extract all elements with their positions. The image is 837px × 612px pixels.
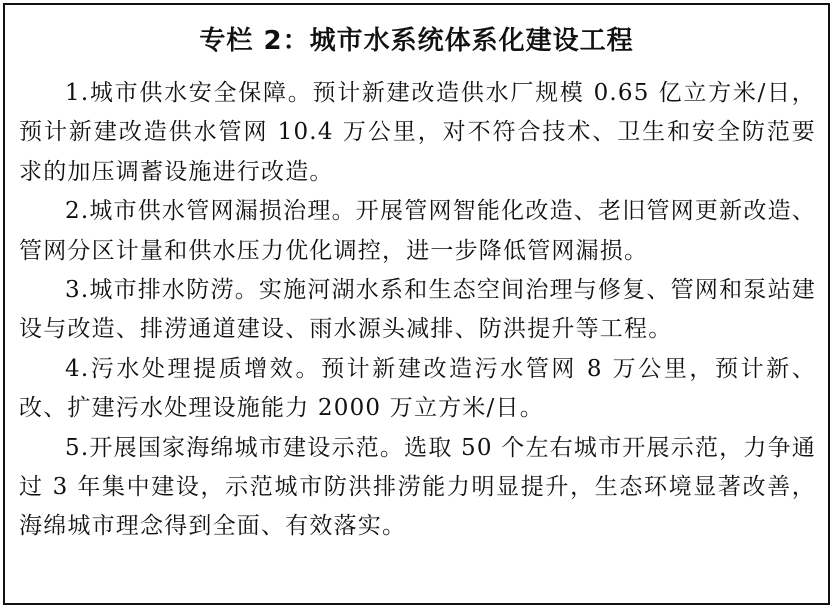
- item-4-paragraph: 4.污水处理提质增效。预计新建改造污水管网 8 万公里，预计新、改、扩建污水处理设施能力 2000 万立方米/日。: [19, 355, 816, 422]
- item-3-paragraph: 3.城市排水防涝。实施河湖水系和生态空间治理与修复、管网和泵站建设与改造、排涝通道建设、雨水源头减排、防洪提升等工程。: [19, 277, 816, 343]
- column-title: 专栏 2：城市水系统体系化建设工程: [199, 26, 634, 56]
- item-2-paragraph: 2.城市供水管网漏损治理。开展管网智能化改造、老旧管网更新改造、管网分区计量和供水压力优化调控，进一步降低管网漏损。: [19, 198, 816, 264]
- column-box: [3, 3, 830, 605]
- column-content: [19, 74, 816, 547]
- item-1-paragraph: 1.城市供水安全保障。预计新建改造供水厂规模 0.65 亿立方米/日，预计新建改造供水管网 10.4 万公里，对不符合技术、卫生和安全防范要求的加压调蓄设施进行改造。: [19, 80, 816, 185]
- item-5-paragraph: 5.开展国家海绵城市建设示范。选取 50 个左右城市开展示范，力争通过 3 年集中建设，示范城市防洪排涝能力明显提升，生态环境显著改善，海绵城市理念得到全面、有效落实。: [19, 434, 816, 540]
